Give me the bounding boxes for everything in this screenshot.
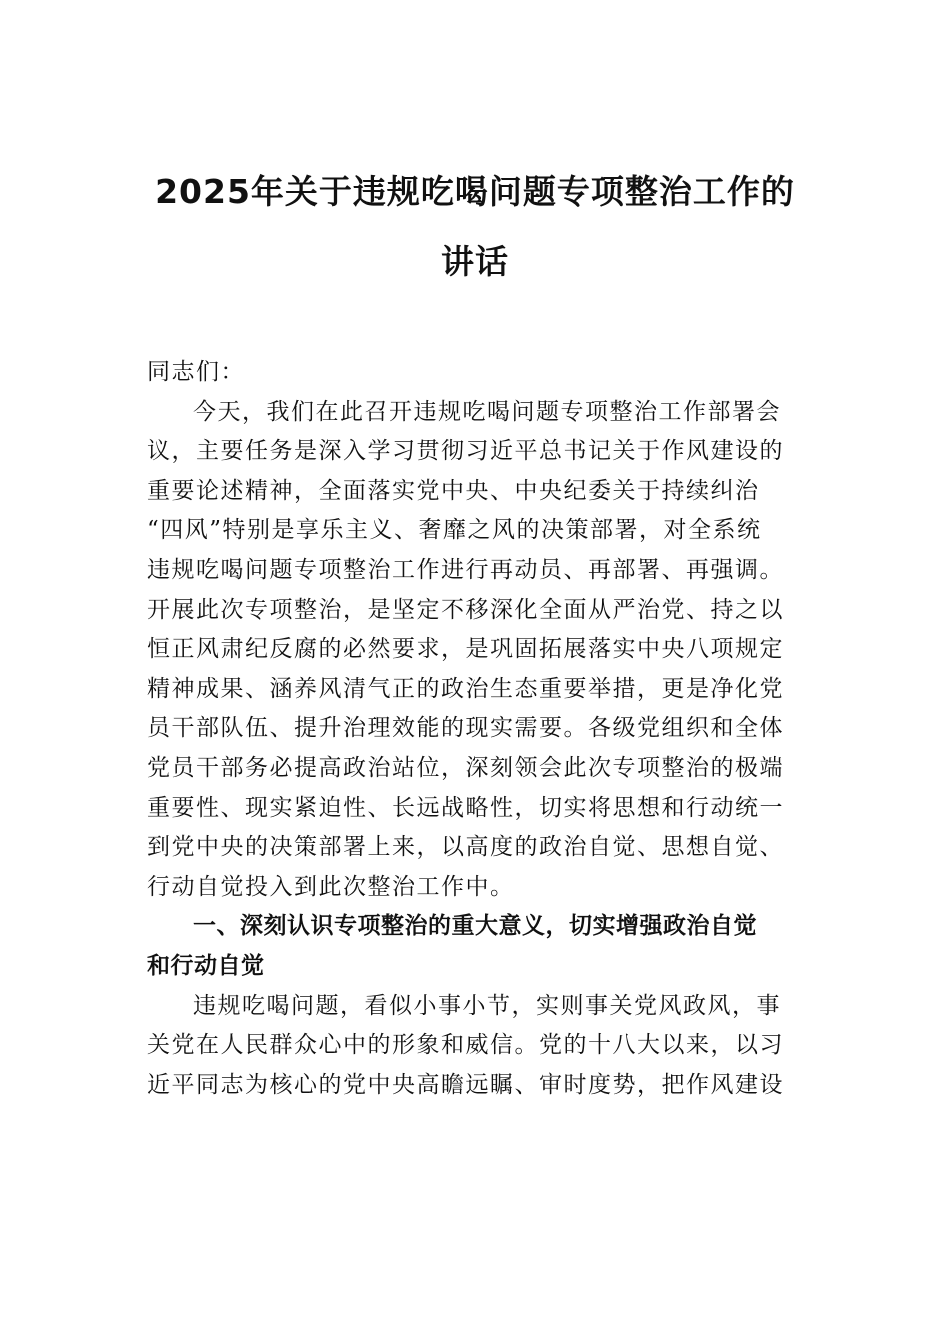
- paragraph-line: 关党在人民群众心中的形象和威信。党的十八大以来，以习: [147, 1032, 784, 1059]
- document-title-line-1: 2025年关于违规吃喝问题专项整治工作的: [155, 172, 795, 211]
- paragraph-line: 同志们：: [147, 359, 245, 385]
- document-title-line-2: 讲话: [441, 242, 509, 281]
- paragraph-line: 今天，我们在此召开违规吃喝问题专项整治工作部署会: [193, 398, 781, 425]
- paragraph-line: 恒正风肃纪反腐的必然要求，是巩固拓展落实中央八项规定: [147, 636, 784, 663]
- section-heading-line: 一、深刻认识专项整治的重大意义，切实增强政治自觉: [193, 913, 757, 940]
- paragraph-line: 到党中央的决策部署上来，以高度的政治自觉、思想自觉、: [147, 834, 784, 861]
- paragraph-line: 员干部队伍、提升治理效能的现实需要。各级党组织和全体: [147, 715, 784, 742]
- paragraph-line: 开展此次专项整治，是坚定不移深化全面从严治党、持之以: [147, 596, 784, 623]
- paragraph-line: 行动自觉投入到此次整治工作中。: [147, 873, 515, 900]
- paragraph-line: “四风”特别是享乐主义、奢靡之风的决策部署，对全系统: [147, 517, 762, 544]
- paragraph-line: 违规吃喝问题，看似小事小节，实则事关党风政风，事: [193, 992, 781, 1019]
- paragraph-line: 近平同志为核心的党中央高瞻远瞩、审时度势，把作风建设: [147, 1071, 784, 1098]
- paragraph-line: 重要论述精神，全面落实党中央、中央纪委关于持续纠治: [147, 477, 760, 504]
- document-body: [147, 0, 817, 1344]
- paragraph-line: 违规吃喝问题专项整治工作进行再动员、再部署、再强调。: [147, 557, 784, 583]
- section-heading-line: 和行动自觉: [147, 953, 265, 979]
- paragraph-line: 精神成果、涵养风清气正的政治生态重要举措，更是净化党: [147, 675, 784, 702]
- paragraph-line: 重要性、现实紧迫性、长远战略性，切实将思想和行动统一: [147, 794, 784, 821]
- paragraph-line: 党员干部务必提高政治站位，深刻领会此次专项整治的极端: [147, 755, 784, 781]
- paragraph-line: 议，主要任务是深入学习贯彻习近平总书记关于作风建设的: [147, 438, 784, 465]
